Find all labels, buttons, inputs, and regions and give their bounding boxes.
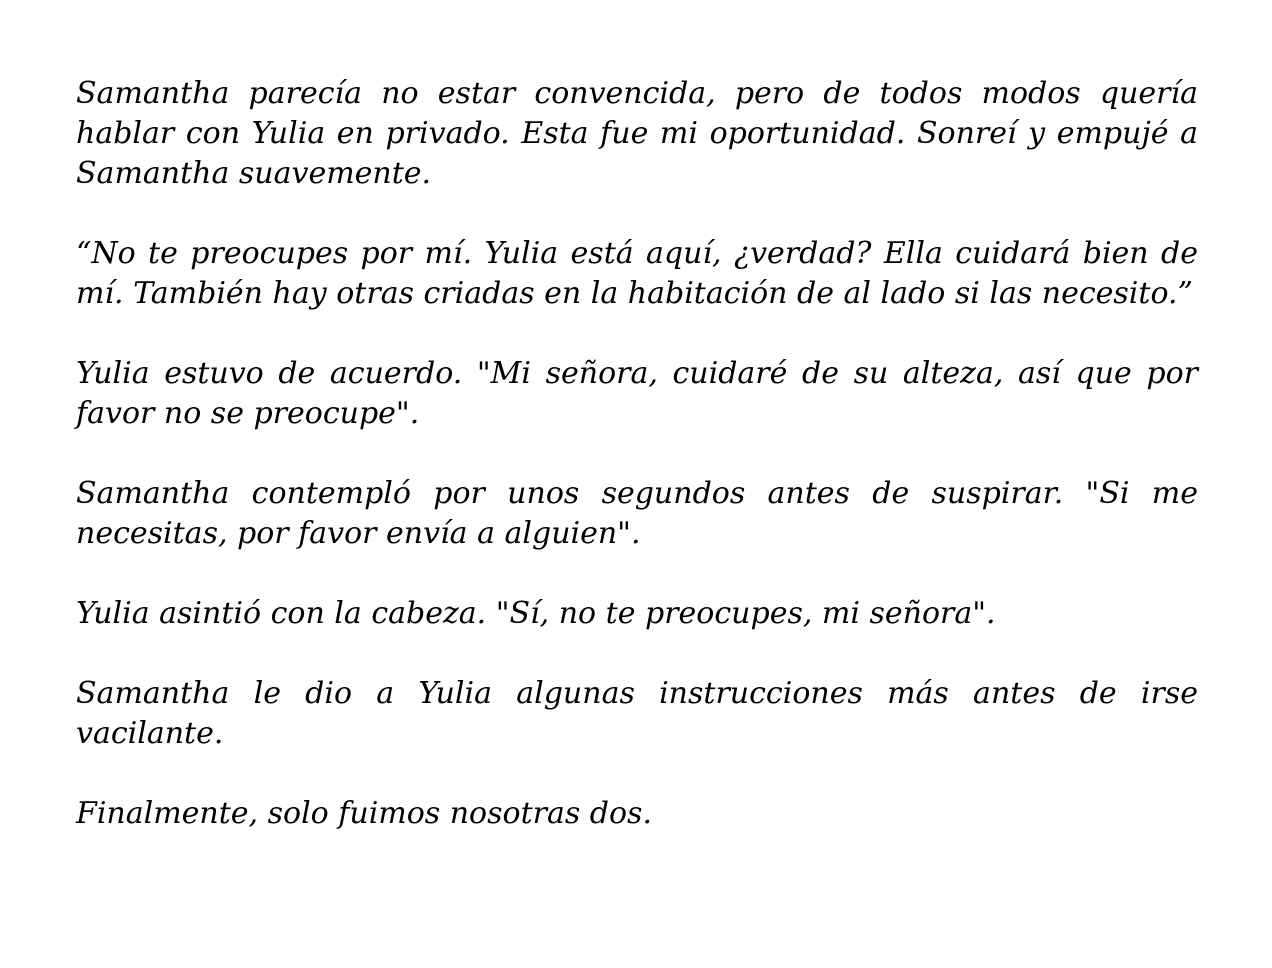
paragraph-6: Samantha le dio a Yulia algunas instrucciones más antes de irse vacilante. (76, 676, 1198, 751)
paragraph-3: Yulia estuvo de acuerdo. "Mi señora, cuidaré de su alteza, así que por favor no se preocupe". (76, 356, 1198, 431)
paragraph-5: Yulia asintió con la cabeza. "Sí, no te preocupes, mi señora". (76, 596, 996, 631)
paragraph-2: “No te preocupes por mí. Yulia está aquí, ¿verdad? Ella cuidará bien de mí. También hay otras criadas en la habitación de al lado si las necesito.” (76, 236, 1198, 311)
paragraph-1: Samantha parecía no estar convencida, pero de todos modos quería hablar con Yulia en privado. Esta fue mi oportunidad. Sonreí y empujé a Samantha suavemente. (76, 76, 1198, 191)
paragraph-7: Finalmente, solo fuimos nosotras dos. (76, 796, 652, 831)
paragraph-4: Samantha contempló por unos segundos antes de suspirar. "Si me necesitas, por favor envía a alguien". (76, 476, 1198, 551)
document-page (76, 74, 1198, 834)
